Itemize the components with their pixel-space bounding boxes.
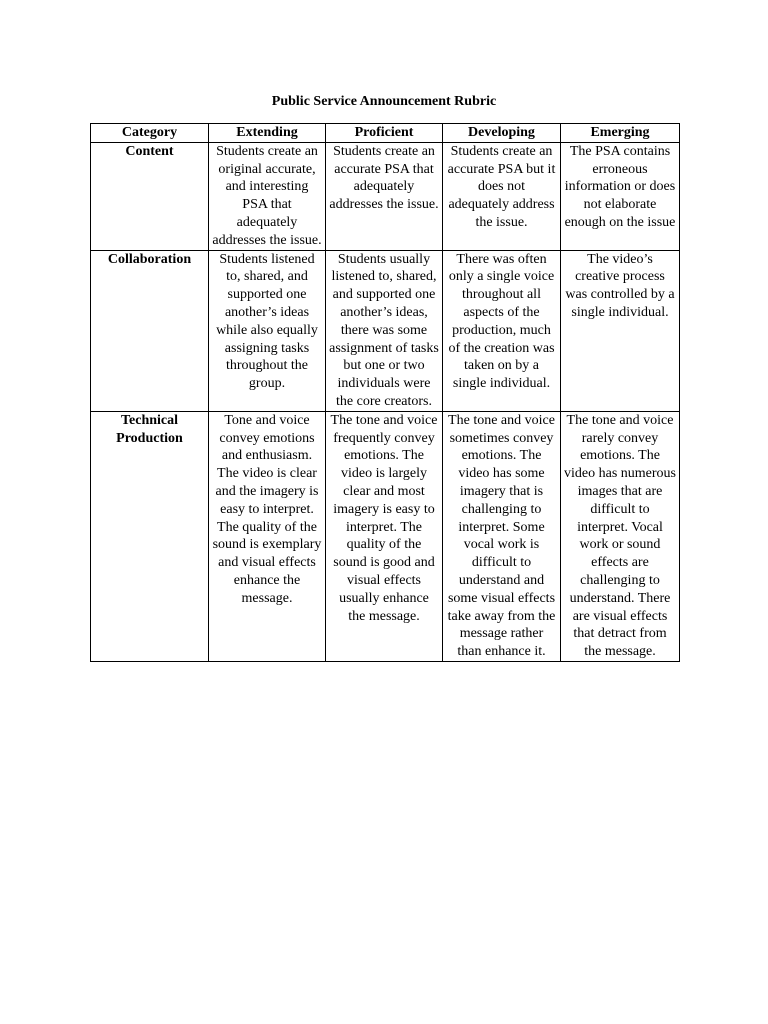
table-row [91,250,680,411]
table-row [91,142,680,250]
column-header-proficient: Proficient [326,124,443,143]
table-row [91,411,680,661]
category-cell-collaboration: Collaboration [91,250,209,411]
table-cell: Students create an original accurate, and interesting PSA that adequately addresses the issue. [209,142,326,250]
header-row [91,124,680,143]
column-header-emerging: Emerging [561,124,680,143]
table-cell: There was often only a single voice throughout all aspects of the production, much of the creation was taken on by a single individual. [443,250,561,411]
table-cell: Students usually listened to, shared, and supported one another’s ideas, there was some assignment of tasks but one or two individuals were the core creators. [326,250,443,411]
category-cell-content: Content [91,142,209,250]
table-cell: Students listened to, shared, and supported one another’s ideas while also equally assigning tasks throughout the group. [209,250,326,411]
table-cell: The PSA contains erroneous information or does not elaborate enough on the issue [561,142,680,250]
table-cell: The tone and voice rarely convey emotions. The video has numerous images that are difficult to interpret. Vocal work or sound effects are challenging to understand. There are visual effects that detract from the message. [561,411,680,661]
category-cell-technical-production: Technical Production [91,411,209,661]
column-header-developing: Developing [443,124,561,143]
table-cell: The tone and voice frequently convey emotions. The video is largely clear and most imagery is easy to interpret. The quality of the sound is good and visual effects usually enhance the message. [326,411,443,661]
column-header-category: Category [91,124,209,143]
rubric-table [90,123,680,662]
table-cell: Students create an accurate PSA but it does not adequately address the issue. [443,142,561,250]
table-cell: Students create an accurate PSA that adequately addresses the issue. [326,142,443,250]
page-title: Public Service Announcement Rubric [271,94,497,109]
table-cell: The video’s creative process was controlled by a single individual. [561,250,680,411]
table-cell: Tone and voice convey emotions and enthusiasm. The video is clear and the imagery is easy to interpret. The quality of the sound is exemplary and visual effects enhance the message. [209,411,326,661]
table-cell: The tone and voice sometimes convey emotions. The video has some imagery that is challenging to interpret. Some vocal work is difficult to understand and some visual effects take away from the message rather than enhance it. [443,411,561,661]
column-header-extending: Extending [209,124,326,143]
